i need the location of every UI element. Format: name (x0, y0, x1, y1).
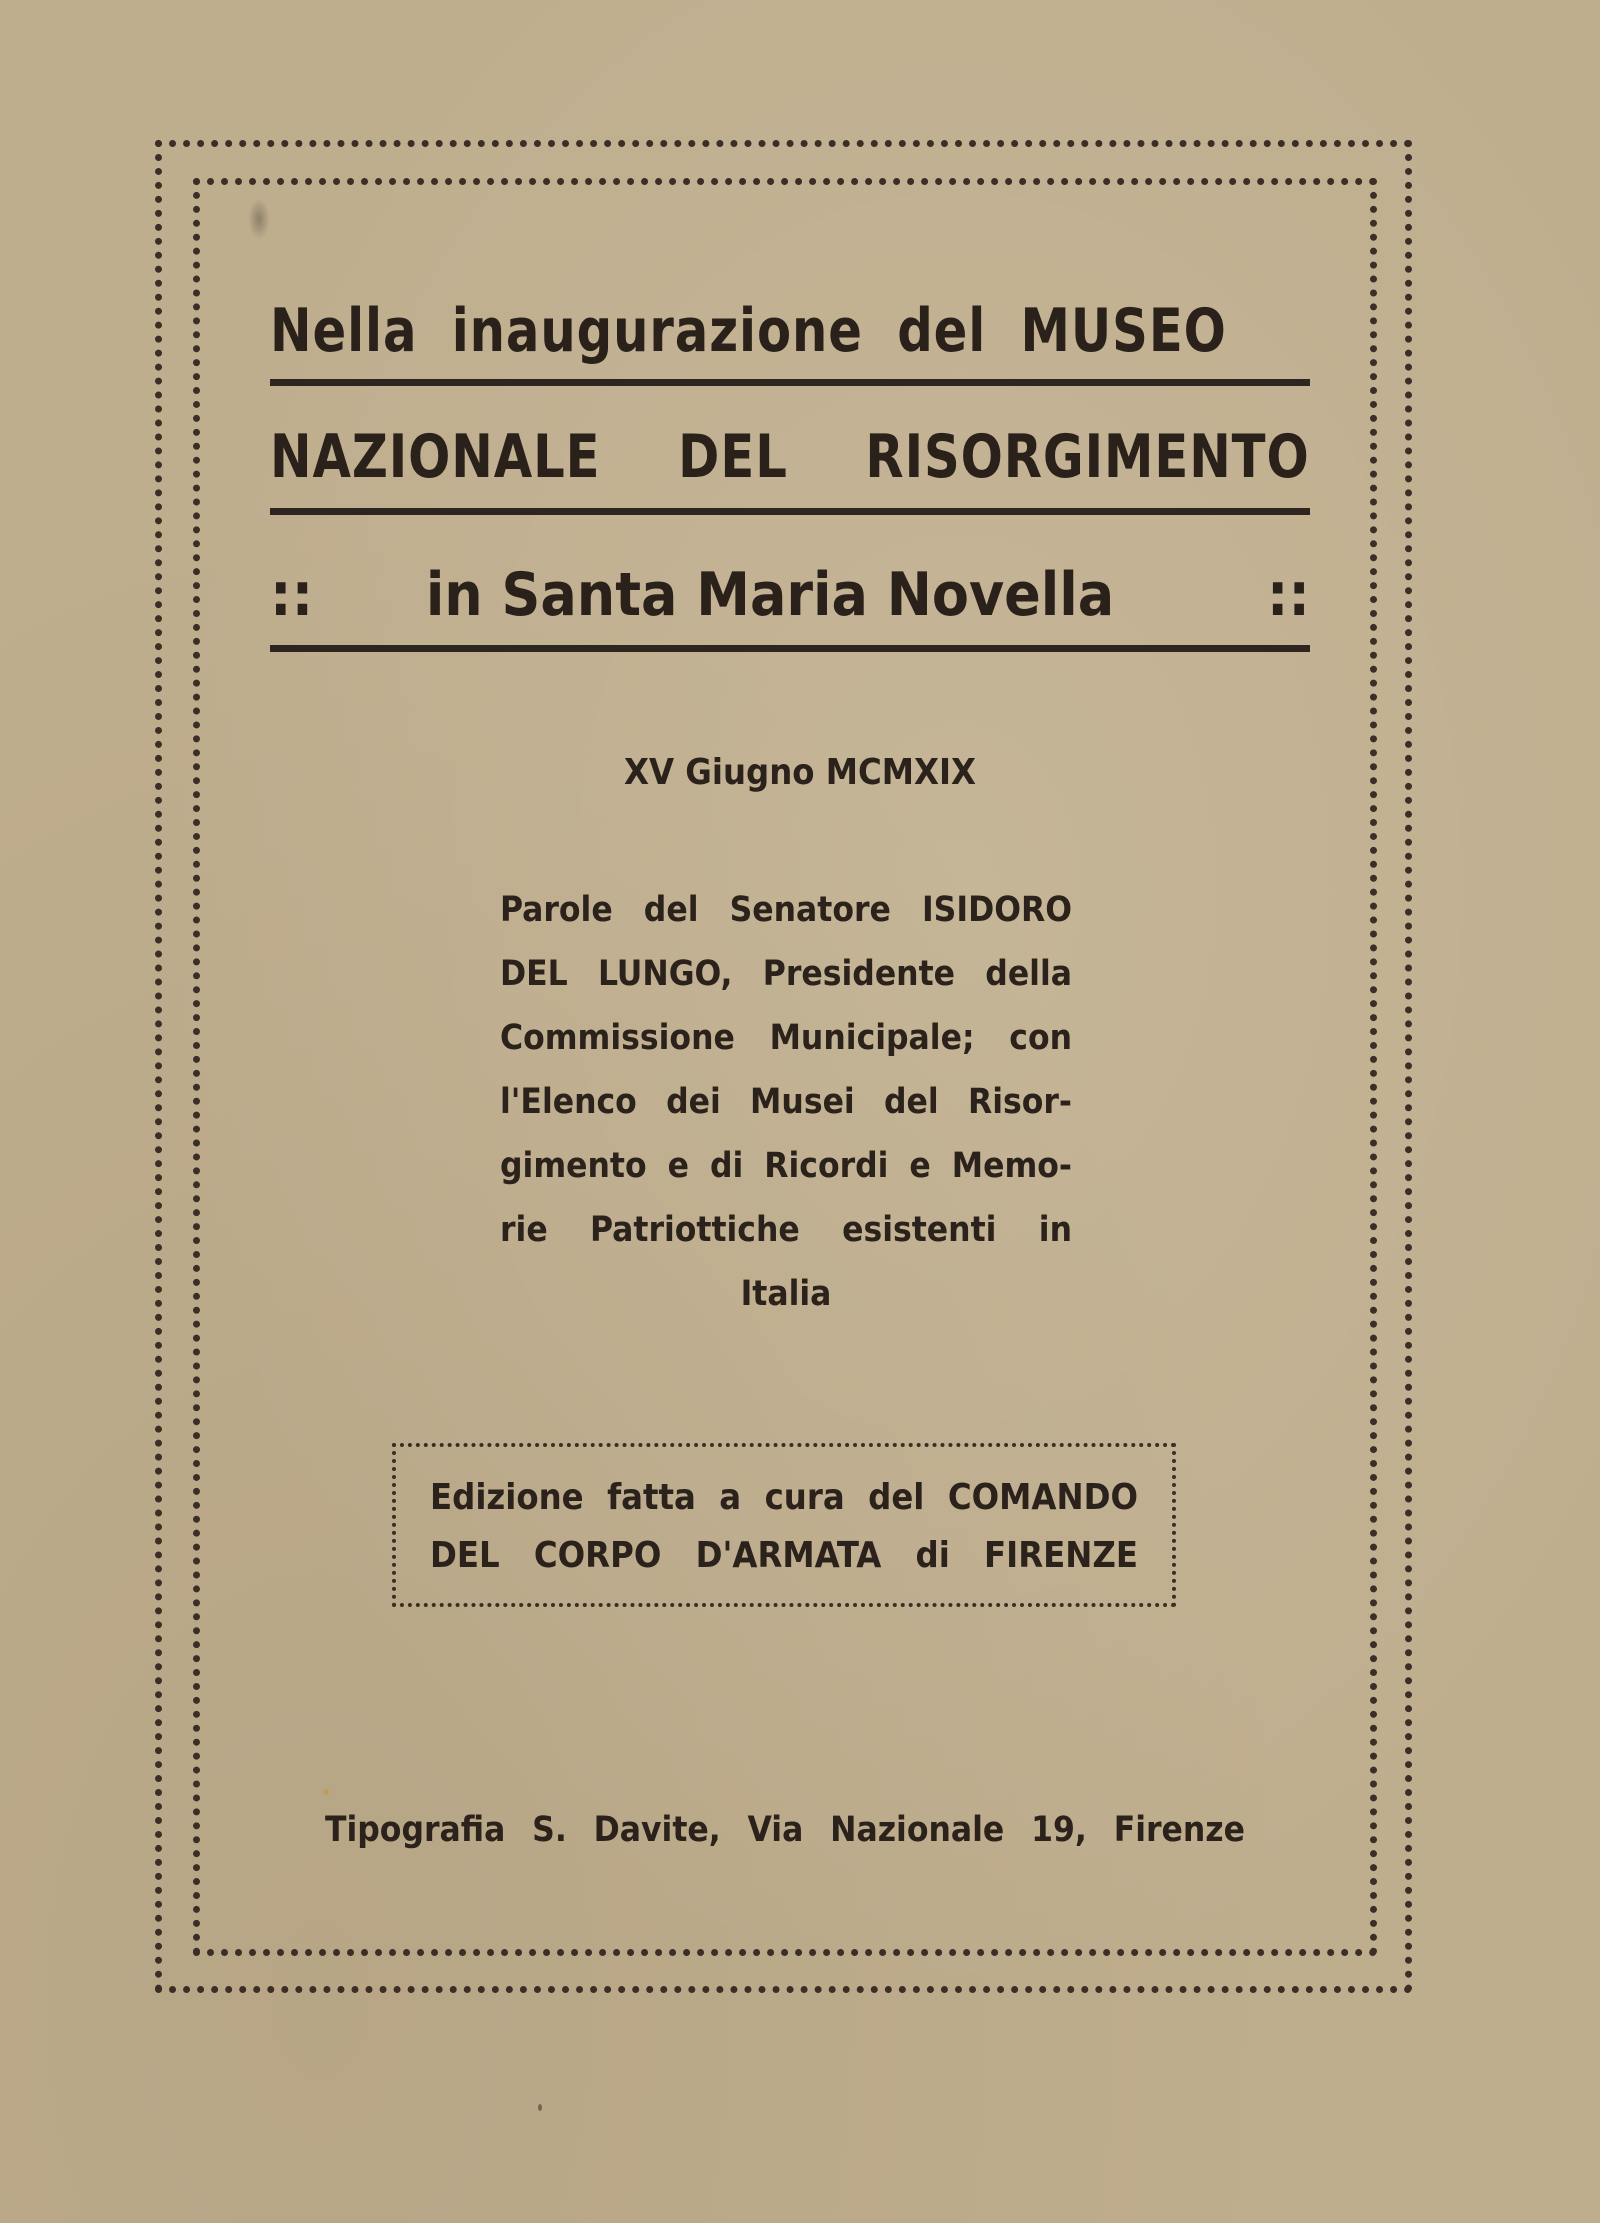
title-line-2 (270, 422, 1310, 492)
edition-line-1: Edizione fatta a cura del COMANDO (430, 1477, 1138, 1518)
title-text-2: NAZIONALE DEL RISORGIMENTO (270, 422, 1310, 492)
title-line-3 (270, 560, 1310, 630)
paper-speck (538, 2104, 542, 2111)
description-paragraph (500, 878, 1072, 1326)
description-line: Commissione Municipale; con (500, 1018, 1072, 1058)
paper-speck (323, 1789, 329, 1795)
title-text-3: in Santa Maria Novella (425, 560, 1115, 630)
title-line-1 (270, 296, 1227, 366)
ink-smudge (248, 198, 270, 240)
description-line: l'Elenco dei Musei del Risor- (500, 1082, 1072, 1122)
description-line: Parole del Senatore ISIDORO (500, 890, 1072, 930)
ornament-left: :: (270, 560, 314, 630)
title-rule-2 (270, 508, 1310, 515)
title-rule-3 (270, 645, 1310, 652)
description-line: rie Patriottiche esistenti in (500, 1210, 1072, 1250)
title-rule-1 (270, 379, 1310, 386)
description-line: gimento e di Ricordi e Memo- (500, 1146, 1072, 1186)
edition-line-2: DEL CORPO D'ARMATA di FIRENZE (430, 1535, 1138, 1576)
description-line: DEL LUNGO, Presidente della (500, 954, 1072, 994)
description-line: Italia (740, 1274, 832, 1314)
printer-imprint: Tipografia S. Davite, Via Nazionale 19, Firenze (325, 1810, 1245, 1850)
ornament-right: :: (1266, 560, 1310, 630)
date-line: XV Giugno MCMXIX (623, 752, 977, 793)
title-text-1: Nella inaugurazione del MUSEO (270, 296, 1227, 366)
edition-box (392, 1443, 1176, 1607)
